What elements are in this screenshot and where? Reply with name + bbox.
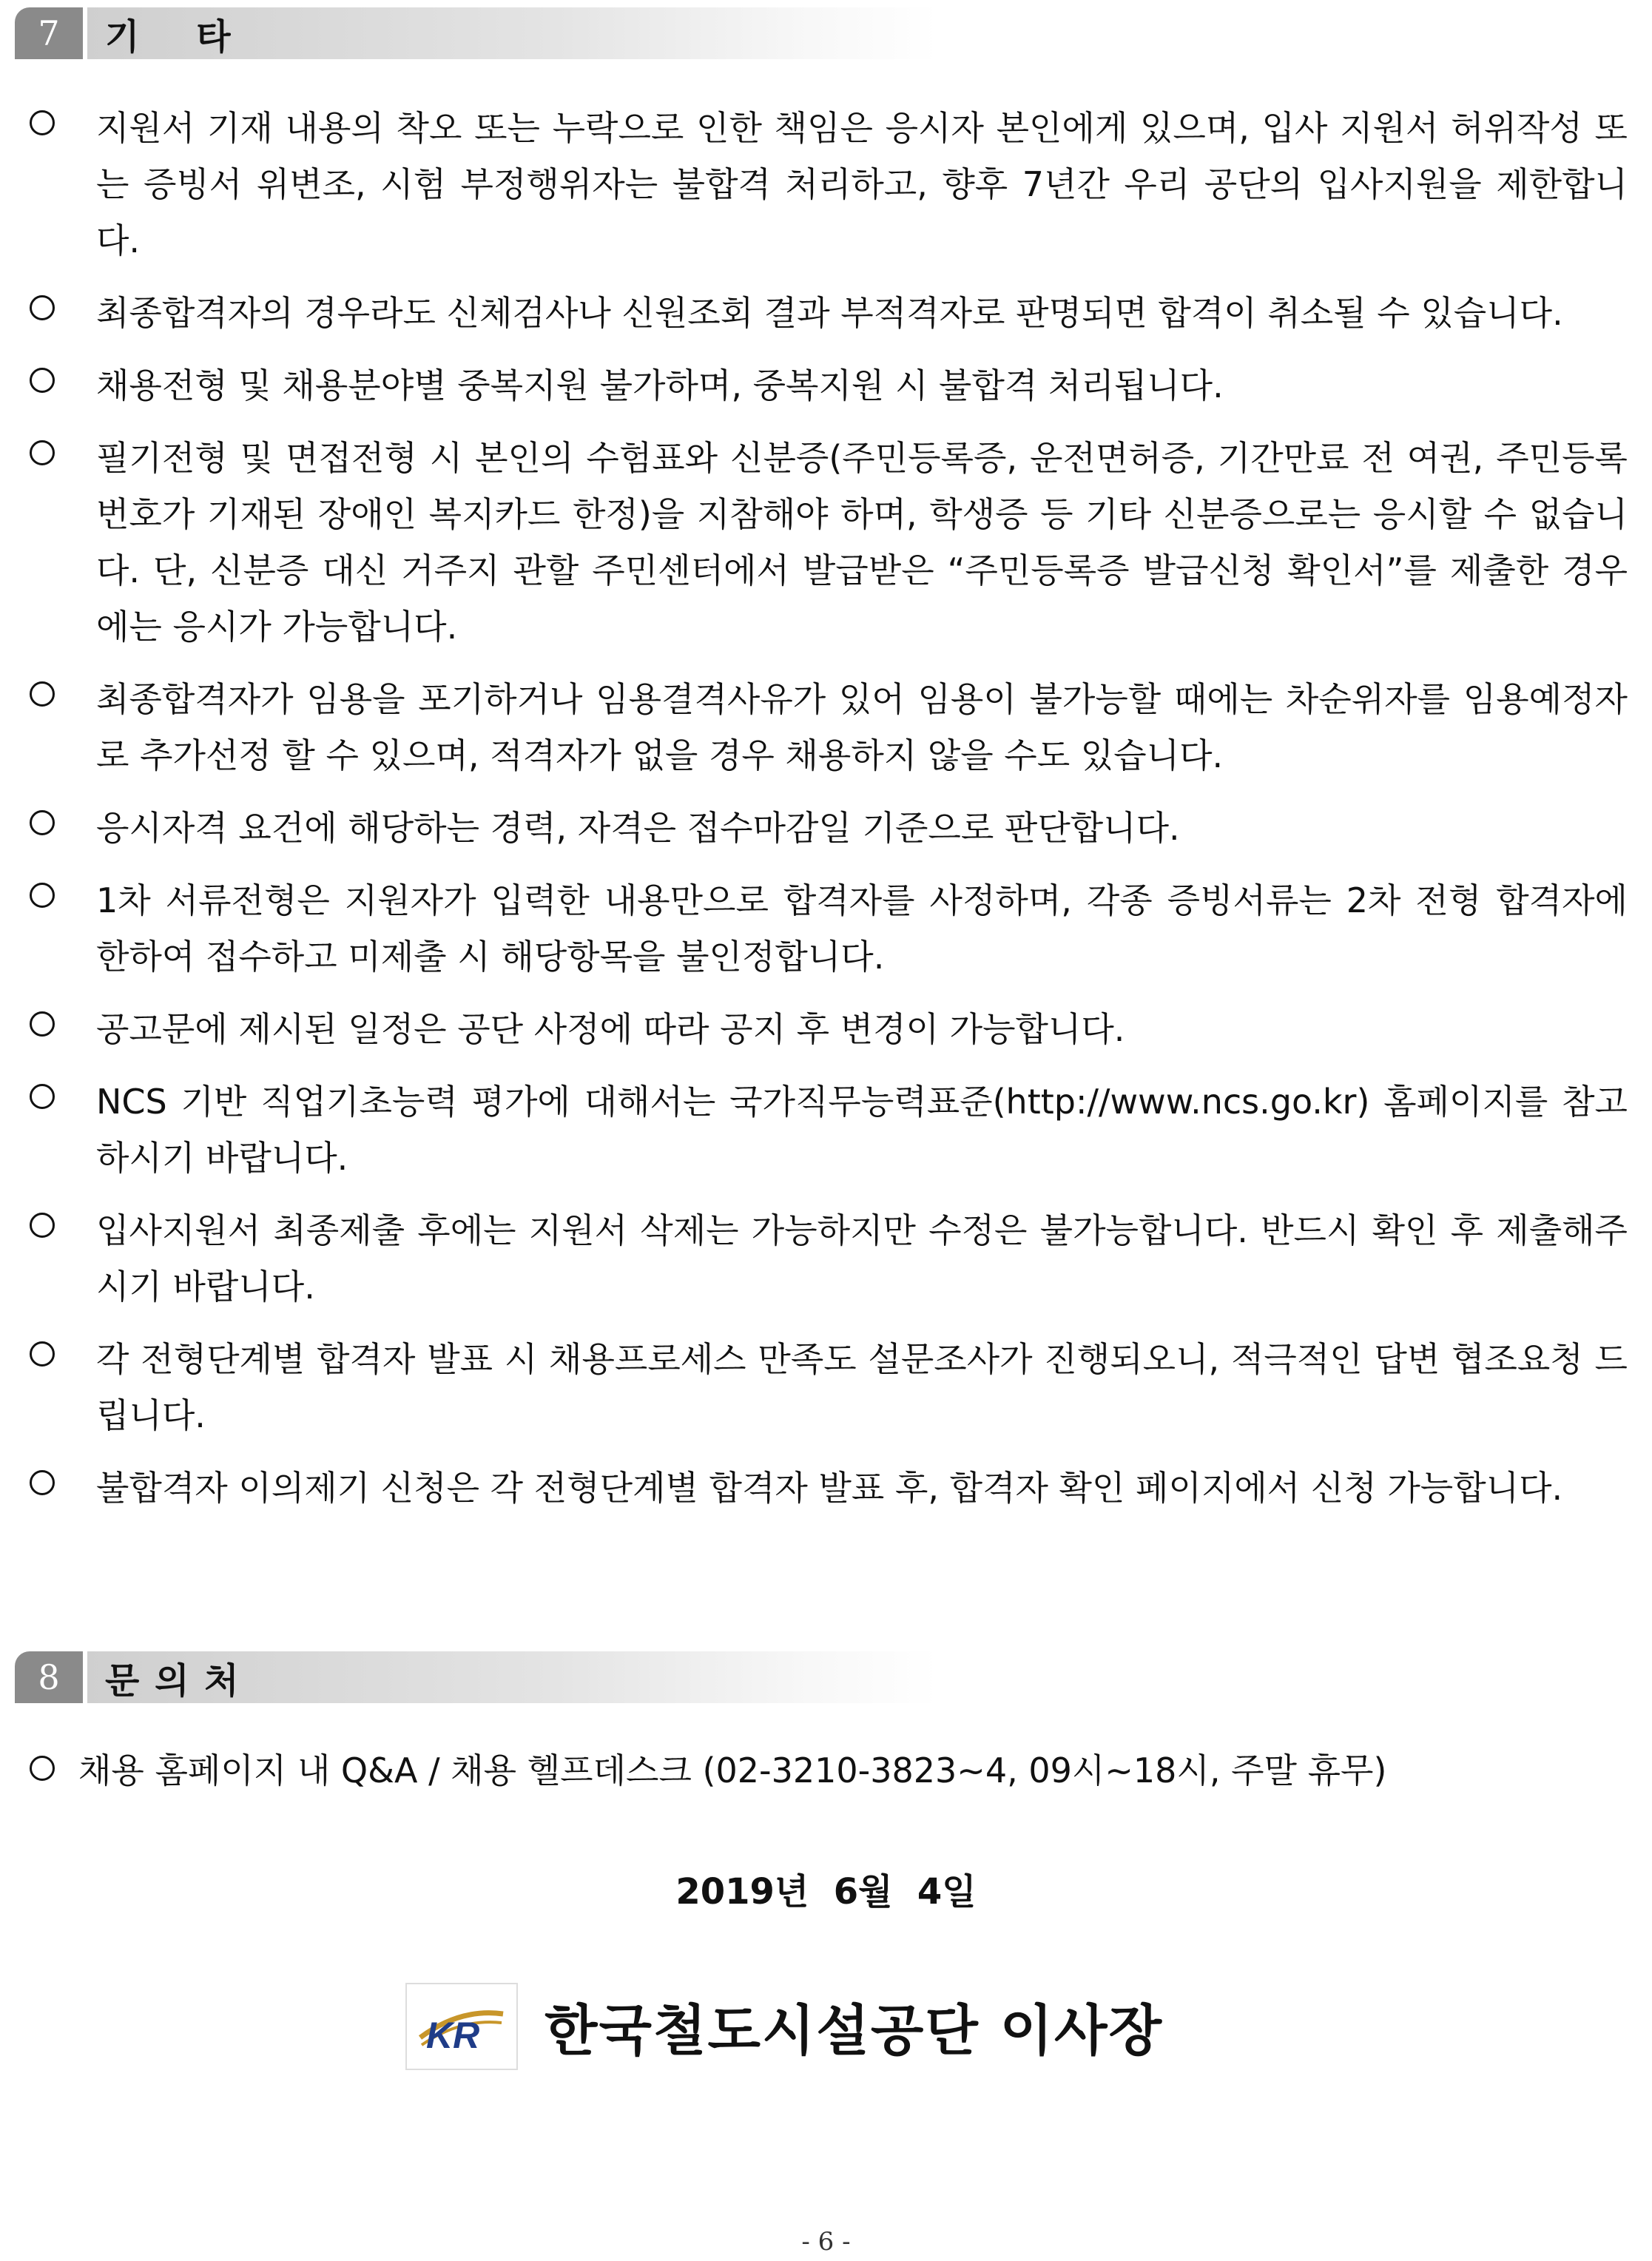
contact-line	[30, 1744, 1386, 1793]
list-item	[30, 1202, 1628, 1315]
item-text: NCS 기반 직업기초능력 평가에 대해서는 국가직무능력표준(http://www.ncs.go.kr) 홈페이지를 참고하시기 바랍니다.	[96, 1082, 1628, 1178]
issuer-block	[405, 1983, 1163, 2070]
item-text: 필기전형 및 면접전형 시 본인의 수험표와 신분증(주민등록증, 운전면허증, 기간만료 전 여권, 주민등록번호가 기재된 장애인 복지카드 한정)을 지참해야 하며, 학생증 등 기타 신분증으로는 응시할 수 없습니다. 단, 신분증 대신 거주지 관할 주민센터에서 발급받은 “주민등록증 발급신청 확인서”를 제출한 경우에는 응시가 가능합니다.	[96, 438, 1628, 647]
circle-bullet-icon	[30, 430, 71, 465]
list-item	[30, 430, 1628, 655]
circle-bullet-icon	[30, 800, 71, 835]
list-item	[30, 1074, 1628, 1186]
list-item	[30, 800, 1628, 856]
list-item	[30, 1001, 1628, 1057]
circle-bullet-icon	[30, 671, 71, 707]
list-item	[30, 671, 1628, 784]
circle-bullet-icon	[30, 285, 71, 320]
circle-bullet-icon	[30, 357, 71, 393]
circle-bullet-icon	[30, 1331, 71, 1367]
circle-bullet-icon	[30, 1074, 71, 1109]
item-text: 응시자격 요건에 해당하는 경력, 자격은 접수마감일 기준으로 판단합니다.	[96, 808, 1180, 848]
section-title: 문 의 처	[105, 1659, 240, 1702]
item-text: 최종합격자가 임용을 포기하거나 임용결격사유가 있어 임용이 불가능할 때에는 차순위자를 임용예정자로 추가선정 할 수 있으며, 적격자가 없을 경우 채용하지 않을 수도 있습니다.	[96, 679, 1628, 775]
item-text: 입사지원서 최종제출 후에는 지원서 삭제는 가능하지만 수정은 불가능합니다. 반드시 확인 후 제출해주시기 바랍니다.	[96, 1210, 1628, 1307]
contact-text: 채용 홈페이지 내 Q&A / 채용 헬프데스크 (02-3210-3823~4, 09시~18시, 주말 휴무)	[78, 1750, 1387, 1790]
section-7-list	[30, 100, 1628, 1532]
circle-bullet-icon	[30, 100, 71, 135]
announcement-date: 2019년 6월 4일	[675, 1871, 977, 1913]
item-text: 채용전형 및 채용분야별 중복지원 불가하며, 중복지원 시 불합격 처리됩니다.	[96, 365, 1224, 405]
list-item	[30, 872, 1628, 985]
item-text: 각 전형단계별 합격자 발표 시 채용프로세스 만족도 설문조사가 진행되오니, 적극적인 답변 협조요청 드립니다.	[96, 1339, 1628, 1435]
section-title-box	[83, 7, 938, 59]
item-text: 1차 서류전형은 지원자가 입력한 내용만으로 합격자를 사정하며, 각종 증빙서류는 2차 전형 합격자에 한하여 접수하고 미제출 시 해당항목을 불인정합니다.	[96, 880, 1628, 977]
list-item	[30, 100, 1628, 269]
section-title-box	[83, 1651, 938, 1703]
item-text: 지원서 기재 내용의 착오 또는 누락으로 인한 책임은 응시자 본인에게 있으며, 입사 지원서 허위작성 또는 증빙서 위변조, 시험 부정행위자는 불합격 처리하고, 향후 7년간 우리 공단의 입사지원을 제한합니다.	[96, 108, 1628, 260]
list-item	[30, 285, 1628, 341]
circle-bullet-icon	[30, 1756, 55, 1781]
section-number: 7	[15, 7, 83, 59]
kr-logo-icon	[405, 1983, 518, 2070]
circle-bullet-icon	[30, 1001, 71, 1037]
circle-bullet-icon	[30, 1202, 71, 1238]
section-8-header	[15, 1651, 938, 1703]
list-item	[30, 1460, 1628, 1516]
issuer-name: 한국철도시설공단 이사장	[545, 1999, 1164, 2063]
circle-bullet-icon	[30, 872, 71, 908]
item-text: 불합격자 이의제기 신청은 각 전형단계별 합격자 발표 후, 합격자 확인 페이지에서 신청 가능합니다.	[96, 1468, 1563, 1508]
circle-bullet-icon	[30, 1460, 71, 1495]
section-7-header	[15, 7, 938, 59]
list-item	[30, 1331, 1628, 1443]
list-item	[30, 357, 1628, 414]
item-text: 공고문에 제시된 일정은 공단 사정에 따라 공지 후 변경이 가능합니다.	[96, 1009, 1125, 1049]
section-title: 기 타	[105, 16, 232, 58]
page-number: - 6 -	[801, 2227, 851, 2257]
svg-text:KR: KR	[426, 2015, 480, 2052]
item-text: 최종합격자의 경우라도 신체검사나 신원조회 결과 부적격자로 판명되면 합격이 취소될 수 있습니다.	[96, 293, 1563, 333]
section-number: 8	[15, 1651, 83, 1703]
